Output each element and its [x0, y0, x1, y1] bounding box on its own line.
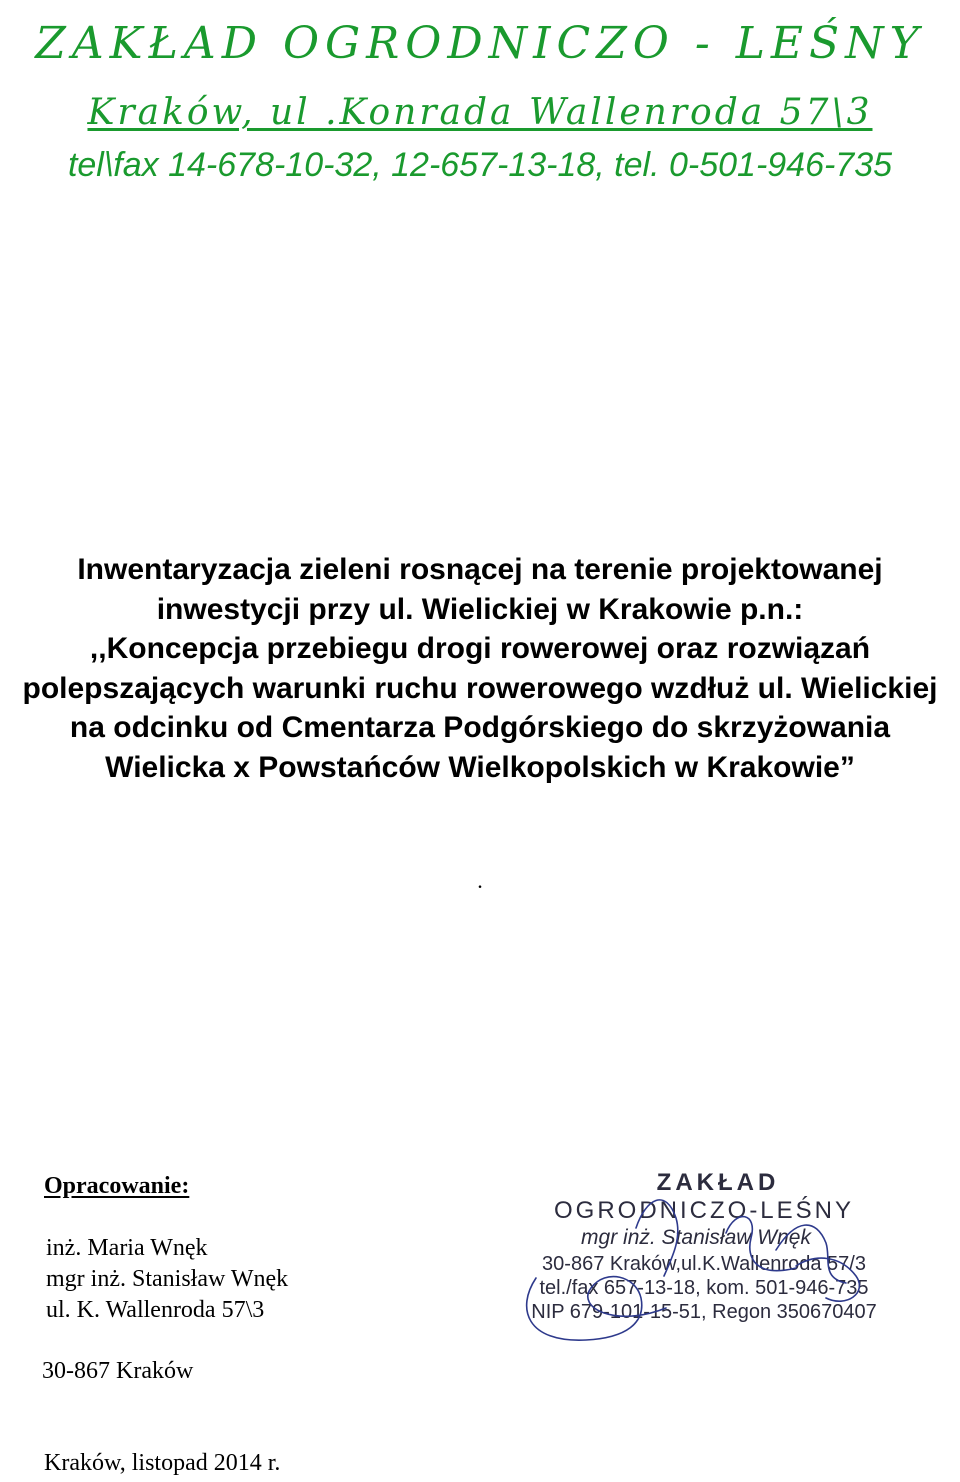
dot-mark: .	[477, 868, 483, 893]
title-line: inwestycji przy ul. Wielickiej w Krakowie p.n.:	[156, 592, 804, 626]
author-maria: inż. Maria Wnęk	[46, 1235, 208, 1261]
company-phones: tel\fax 14-678-10-32, 12-657-13-18, tel. 0-501-946-735	[67, 146, 893, 184]
stamp-line-6: NIP 679-101-15-51, Regon 350670407	[531, 1301, 877, 1323]
stamp-line-3: mgr inż. Stanisław Wnęk	[581, 1226, 811, 1249]
title-line: ,,Koncepcja przebiegu drogi rowerowej oraz rozwiązań	[89, 632, 871, 666]
stamp-graphic	[496, 1158, 926, 1358]
title-line: Wielicka x Powstańców Wielkopolskich w Krakowie”	[105, 750, 855, 784]
stamp-line-5: tel./fax 657-13-18, kom. 501-946-735	[539, 1277, 869, 1299]
document-title	[0, 550, 960, 788]
stamp-line-2: OGRODNICZO-LEŚNY	[553, 1197, 855, 1224]
author-stanislaw: mgr inż. Stanisław Wnęk	[46, 1266, 289, 1292]
stamp-line-1: ZAKŁAD	[656, 1169, 780, 1196]
title-line: na odcinku od Cmentarza Podgórskiego do skrzyżowania	[69, 711, 891, 745]
title-line: polepszających warunki ruchu rowerowego wzdłuż ul. Wielickiej	[22, 671, 938, 705]
postal-address: 30-867 Kraków	[42, 1358, 194, 1384]
company-name: ZAKŁAD OGRODNICZO - LEŚNY	[35, 18, 925, 69]
author-street: ul. K. Wallenroda 57\3	[46, 1297, 265, 1323]
title-line: Inwentaryzacja zieleni rosnącej na terenie projektowanej	[77, 553, 883, 586]
document-date: Kraków, listopad 2014 r.	[44, 1450, 281, 1476]
company-stamp	[496, 1158, 926, 1358]
prepared-by-label: Opracowanie:	[44, 1173, 190, 1199]
stamp-line-4: 30-867 Kraków,ul.K.Wallenroda 57/3	[542, 1253, 866, 1275]
company-address: Kraków, ul .Konrada Wallenroda 57\3	[87, 92, 873, 133]
